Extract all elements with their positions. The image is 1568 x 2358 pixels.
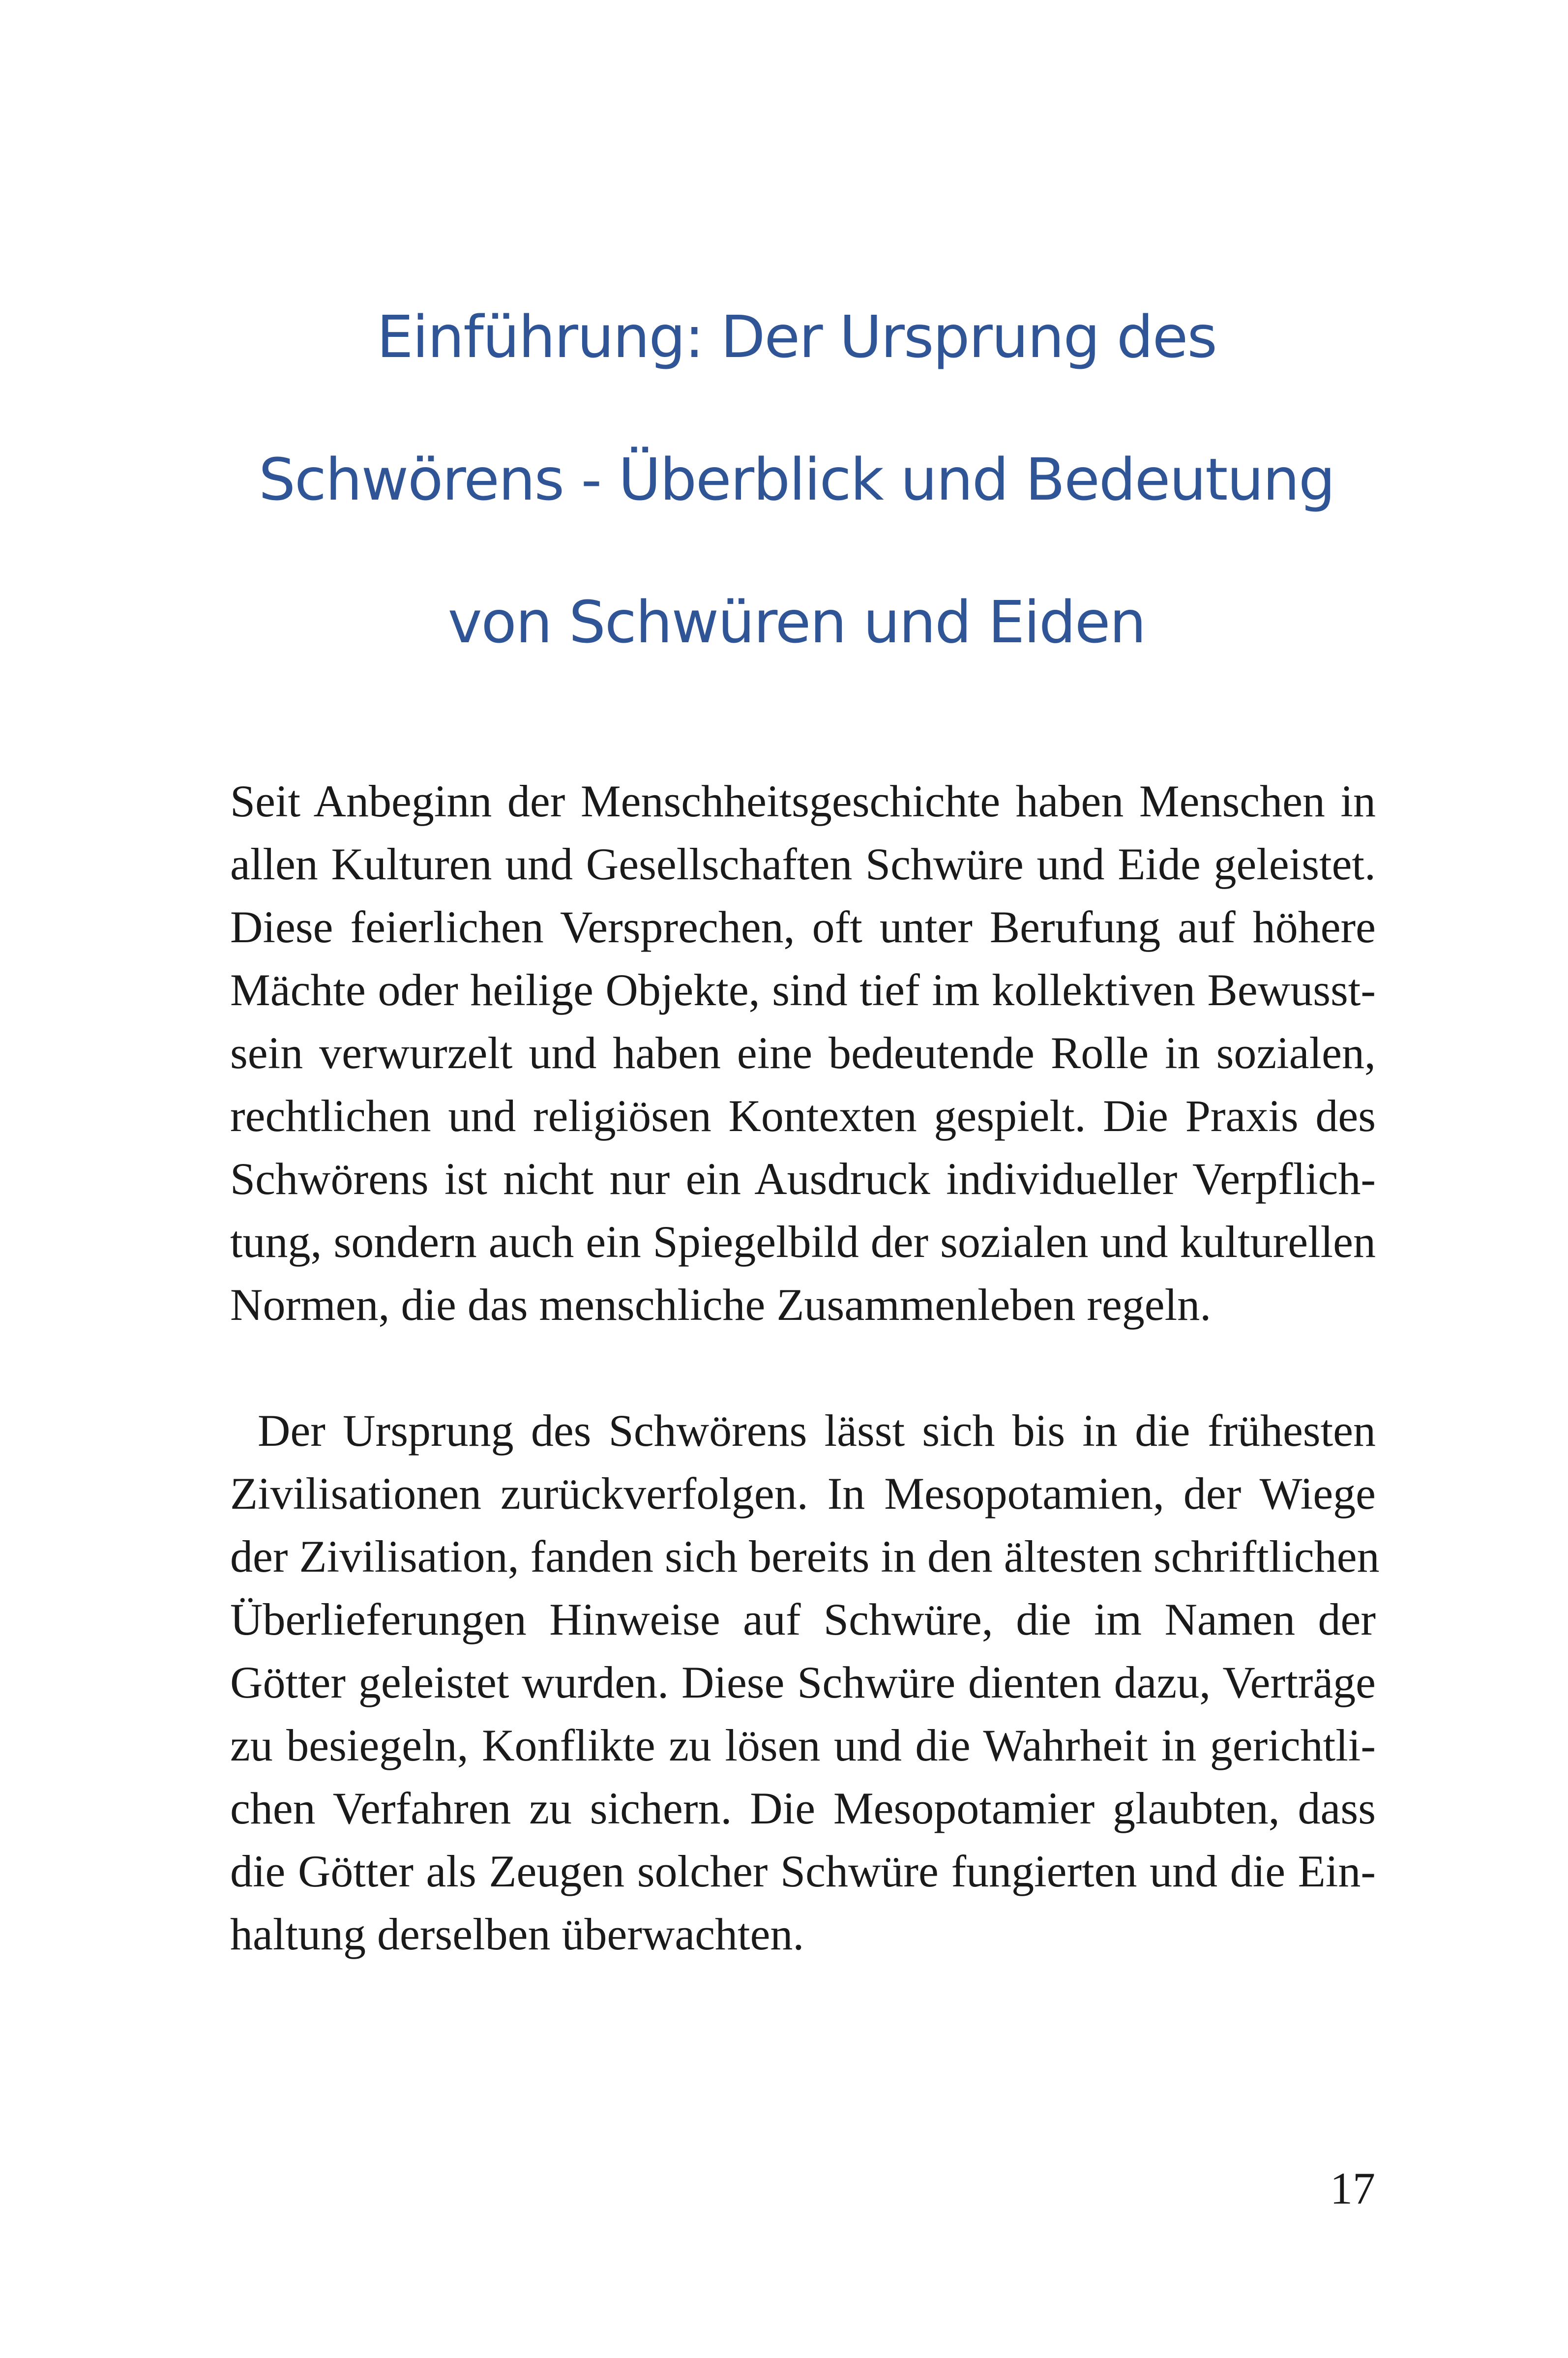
text-line: Schwörens ist nicht nur ein Ausdruck individueller Verpflich- [230,1154,1376,1204]
chapter-heading-line: Schwörens - Überblick und Bedeutung [259,446,1334,513]
text-line: Überlieferungen Hinweise auf Schwüre, die im Namen der [230,1594,1376,1644]
page-number: 17 [1330,2163,1375,2213]
paragraph-1 [230,770,1376,1336]
text-line: rechtlichen und religiösen Kontexten gespielt. Die Praxis des [230,1091,1376,1141]
text-line: Diese feierlichen Versprechen, oft unter Berufung auf höhere [230,902,1376,952]
text-line: Zivilisationen zurückverfolgen. In Mesopotamien, der Wiege [230,1468,1376,1519]
text-line-indented: Der Ursprung des Schwörens lässt sich bis in die frühesten [258,1405,1376,1456]
chapter-heading [148,266,1446,693]
text-line: sein verwurzelt und haben eine bedeutende Rolle in sozialen, [230,1028,1376,1078]
text-line: Normen, die das menschliche Zusammenleben regeln. [230,1280,1212,1330]
chapter-heading-line: Einführung: Der Ursprung des [377,303,1216,371]
text-line: der Zivilisation, fanden sich bereits in den ältesten schriftlichen [230,1531,1380,1582]
text-line: Mächte oder heilige Objekte, sind tief im kollektiven Bewusst- [230,965,1376,1015]
text-line: allen Kulturen und Gesellschaften Schwüre und Eide geleistet. [230,839,1376,889]
text-line: Seit Anbeginn der Menschheitsgeschichte haben Menschen in [230,776,1376,826]
text-line: haltung derselben überwachten. [230,1909,804,1959]
text-line: tung, sondern auch ein Spiegelbild der sozialen und kulturellen [230,1217,1376,1267]
chapter-heading-line: von Schwüren und Eiden [447,588,1146,656]
text-line: Götter geleistet wurden. Diese Schwüre dienten dazu, Verträge [230,1657,1376,1707]
text-line: die Götter als Zeugen solcher Schwüre fungierten und die Ein- [230,1846,1376,1896]
paragraph-2 [230,1399,1380,1966]
text-line: chen Verfahren zu sichern. Die Mesopotamier glaubten, dass [230,1783,1376,1833]
text-line: zu besiegeln, Konflikte zu lösen und die Wahrheit in gerichtli- [230,1720,1376,1770]
